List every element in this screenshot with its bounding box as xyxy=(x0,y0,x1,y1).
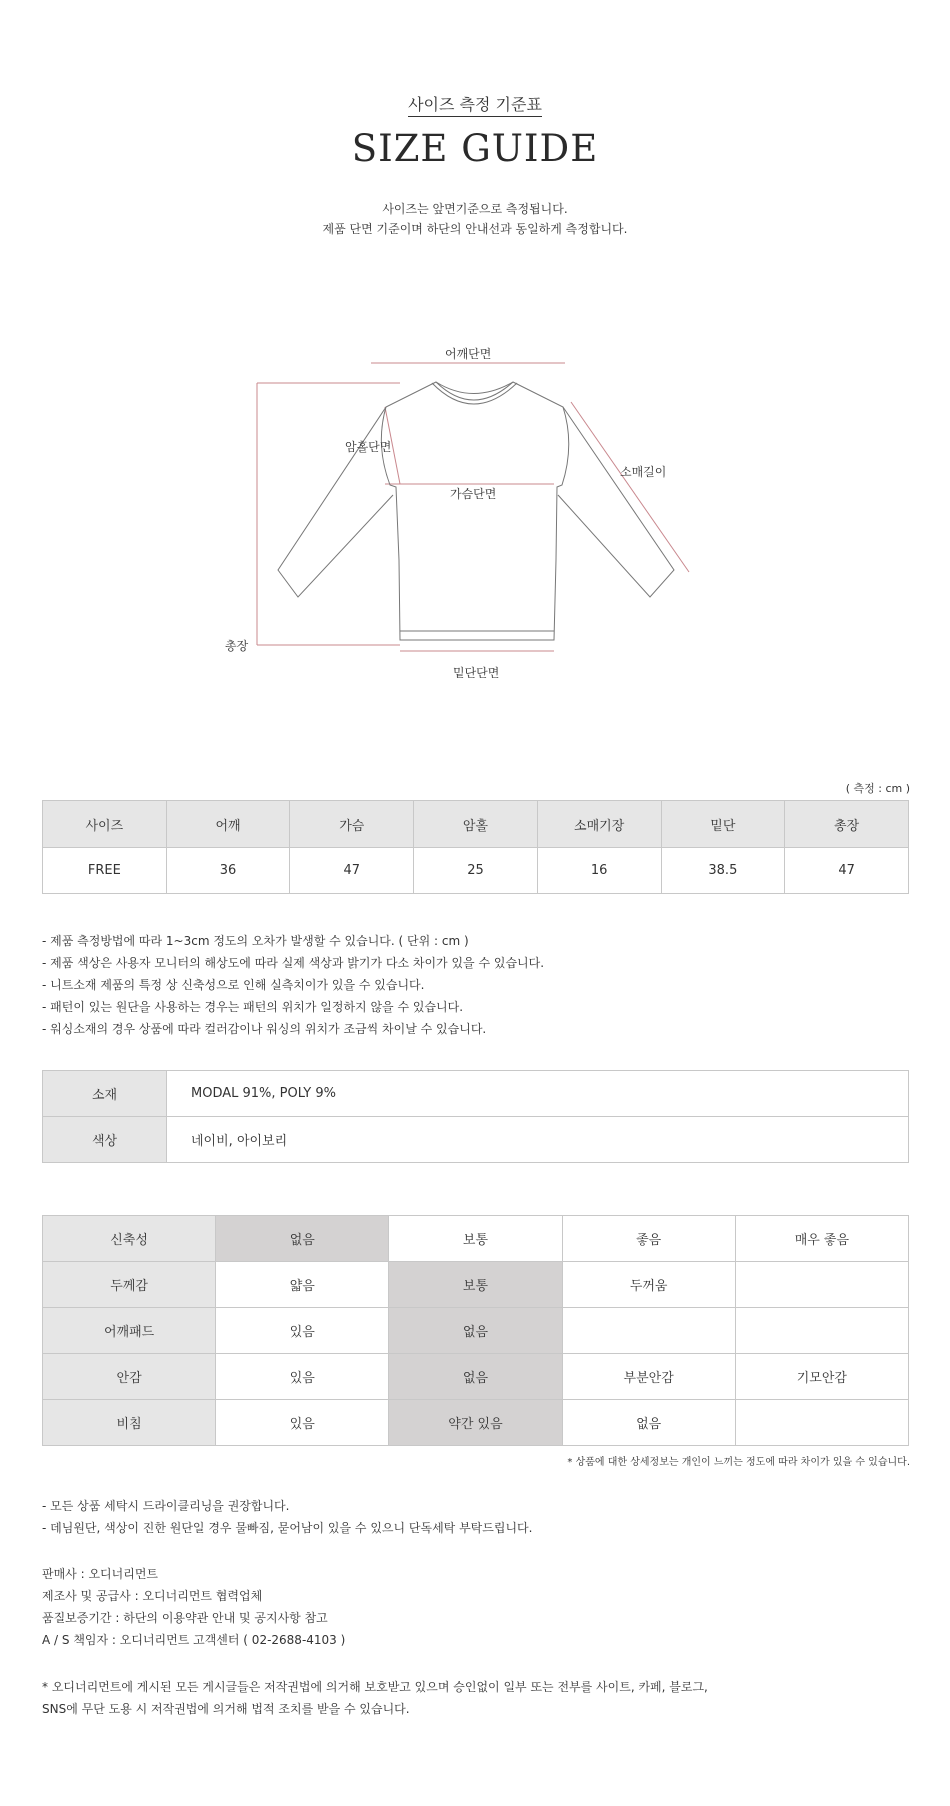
note-line: - 모든 상품 세탁시 드라이클리닝을 권장합니다. xyxy=(42,1499,290,1513)
label-armhole: 암홀단면 xyxy=(345,440,392,454)
label-total: 총장 xyxy=(225,639,249,653)
kr-title-text: 사이즈 측정 기준표 xyxy=(408,95,542,117)
table-cell: 16 xyxy=(537,848,661,894)
note-line: - 패턴이 있는 원단을 사용하는 경우는 패턴의 위치가 일정하지 않을 수 있습니다. xyxy=(42,1000,464,1014)
info-line: 제조사 및 공급사 : 오디너리먼트 협력업체 xyxy=(42,1589,263,1603)
header-cell: 총장 xyxy=(785,801,909,848)
fabric-feel-table xyxy=(42,1215,909,1446)
color-label: 색상 xyxy=(43,1117,167,1163)
material-label: 소재 xyxy=(43,1071,167,1117)
table-cell: 38.5 xyxy=(661,848,785,894)
feel-cell xyxy=(735,1400,908,1446)
feel-cell-selected: 보통 xyxy=(389,1262,562,1308)
feel-label: 신축성 xyxy=(43,1216,216,1262)
info-line: 판매사 : 오디너리먼트 xyxy=(42,1567,159,1581)
copyright-line: * 오디너리먼트에 게시된 모든 게시글들은 저작권법에 의거해 보호받고 있으며 승인없이 일부 또는 전부를 사이트, 카페, 블로그, xyxy=(42,1680,708,1694)
sleeve-line xyxy=(571,402,689,572)
table-row xyxy=(43,1216,909,1262)
label-shoulder: 어깨단면 xyxy=(445,347,492,361)
feel-cell xyxy=(735,1262,908,1308)
description-line-1: 사이즈는 앞면기준으로 측정됩니다. xyxy=(382,202,568,216)
feel-label: 안감 xyxy=(43,1354,216,1400)
feel-cell-selected: 없음 xyxy=(216,1216,389,1262)
feel-cell: 없음 xyxy=(562,1400,735,1446)
color-value: 네이비, 아이보리 xyxy=(167,1117,909,1163)
material-table xyxy=(42,1070,909,1163)
info-line: A / S 책임자 : 오디너리먼트 고객센터 ( 02-2688-4103 ) xyxy=(42,1633,346,1647)
copyright-line: SNS에 무단 도용 시 저작권법에 의거해 법적 조치를 받을 수 있습니다. xyxy=(42,1702,410,1716)
size-table-header xyxy=(43,801,909,848)
left-sleeve-outline xyxy=(278,407,393,597)
description-line-2: 제품 단면 기준이며 하단의 안내선과 동일하게 측정합니다. xyxy=(322,222,628,236)
feel-cell-selected: 약간 있음 xyxy=(389,1400,562,1446)
label-sleeve: 소매길이 xyxy=(620,465,667,479)
table-row xyxy=(43,848,909,894)
feel-cell-selected: 없음 xyxy=(389,1354,562,1400)
feel-cell: 얇음 xyxy=(216,1262,389,1308)
label-chest: 가슴단면 xyxy=(450,487,497,501)
feel-cell: 두꺼움 xyxy=(562,1262,735,1308)
unit-label: ( 측정 : cm ) xyxy=(845,782,910,795)
table-row xyxy=(43,1308,909,1354)
measurement-diagram xyxy=(200,335,720,695)
feel-label: 비침 xyxy=(43,1400,216,1446)
feel-cell: 매우 좋음 xyxy=(735,1216,908,1262)
info-line: 품질보증기간 : 하단의 이용약관 안내 및 공지사항 참고 xyxy=(42,1611,328,1625)
table-row xyxy=(43,1262,909,1308)
page-subtitle-kr xyxy=(0,92,950,115)
care-notes xyxy=(42,1495,532,1539)
feel-cell: 기모안감 xyxy=(735,1354,908,1400)
header-cell: 어깨 xyxy=(166,801,290,848)
table-cell: 47 xyxy=(785,848,909,894)
label-hem: 밑단단면 xyxy=(453,666,500,680)
note-line: - 워싱소재의 경우 상품에 따라 컬러감이나 워싱의 위치가 조금씩 차이날 수 있습니다. xyxy=(42,1022,487,1036)
header-cell: 암홀 xyxy=(414,801,538,848)
note-line: - 니트소재 제품의 특정 상 신축성으로 인해 실측치이가 있을 수 있습니다. xyxy=(42,978,425,992)
table-cell: 36 xyxy=(166,848,290,894)
company-info xyxy=(42,1563,345,1651)
body-outline xyxy=(381,382,568,640)
measurement-notes xyxy=(42,930,544,1040)
feel-cell: 있음 xyxy=(216,1354,389,1400)
feel-cell: 좋음 xyxy=(562,1216,735,1262)
feel-cell xyxy=(562,1308,735,1354)
page-title: SIZE GUIDE xyxy=(351,127,599,170)
table-row xyxy=(43,1071,909,1117)
table-row xyxy=(43,1117,909,1163)
table-row xyxy=(43,1354,909,1400)
feel-cell: 부분안감 xyxy=(562,1354,735,1400)
copyright-notice xyxy=(42,1676,708,1720)
table-cell: 47 xyxy=(290,848,414,894)
note-line: - 데님원단, 색상이 진한 원단일 경우 물빠짐, 묻어남이 있을 수 있으니 단독세탁 부탁드립니다. xyxy=(42,1521,533,1535)
header-cell: 가슴 xyxy=(290,801,414,848)
feel-cell-selected: 없음 xyxy=(389,1308,562,1354)
feel-label: 어깨패드 xyxy=(43,1308,216,1354)
table-row xyxy=(43,1400,909,1446)
feel-cell: 있음 xyxy=(216,1308,389,1354)
header-cell: 소매기장 xyxy=(537,801,661,848)
feel-label: 두께감 xyxy=(43,1262,216,1308)
table-cell: FREE xyxy=(43,848,167,894)
feel-disclaimer: * 상품에 대한 상세정보는 개인이 느끼는 정도에 따라 차이가 있을 수 있습니다. xyxy=(567,1457,910,1468)
feel-cell: 있음 xyxy=(216,1400,389,1446)
material-value: MODAL 91%, POLY 9% xyxy=(167,1071,909,1117)
right-sleeve-outline xyxy=(558,407,674,597)
feel-cell xyxy=(735,1308,908,1354)
size-table xyxy=(42,800,909,894)
header-cell: 사이즈 xyxy=(43,801,167,848)
note-line: - 제품 색상은 사용자 모니터의 해상도에 따라 실제 색상과 밝기가 다소 차이가 있을 수 있습니다. xyxy=(42,956,545,970)
sweater-illustration xyxy=(200,335,720,695)
feel-cell: 보통 xyxy=(389,1216,562,1262)
header-cell: 밑단 xyxy=(661,801,785,848)
note-line: - 제품 측정방법에 따라 1~3cm 정도의 오차가 발생할 수 있습니다. ( 단위 : cm ) xyxy=(42,934,469,948)
table-cell: 25 xyxy=(414,848,538,894)
